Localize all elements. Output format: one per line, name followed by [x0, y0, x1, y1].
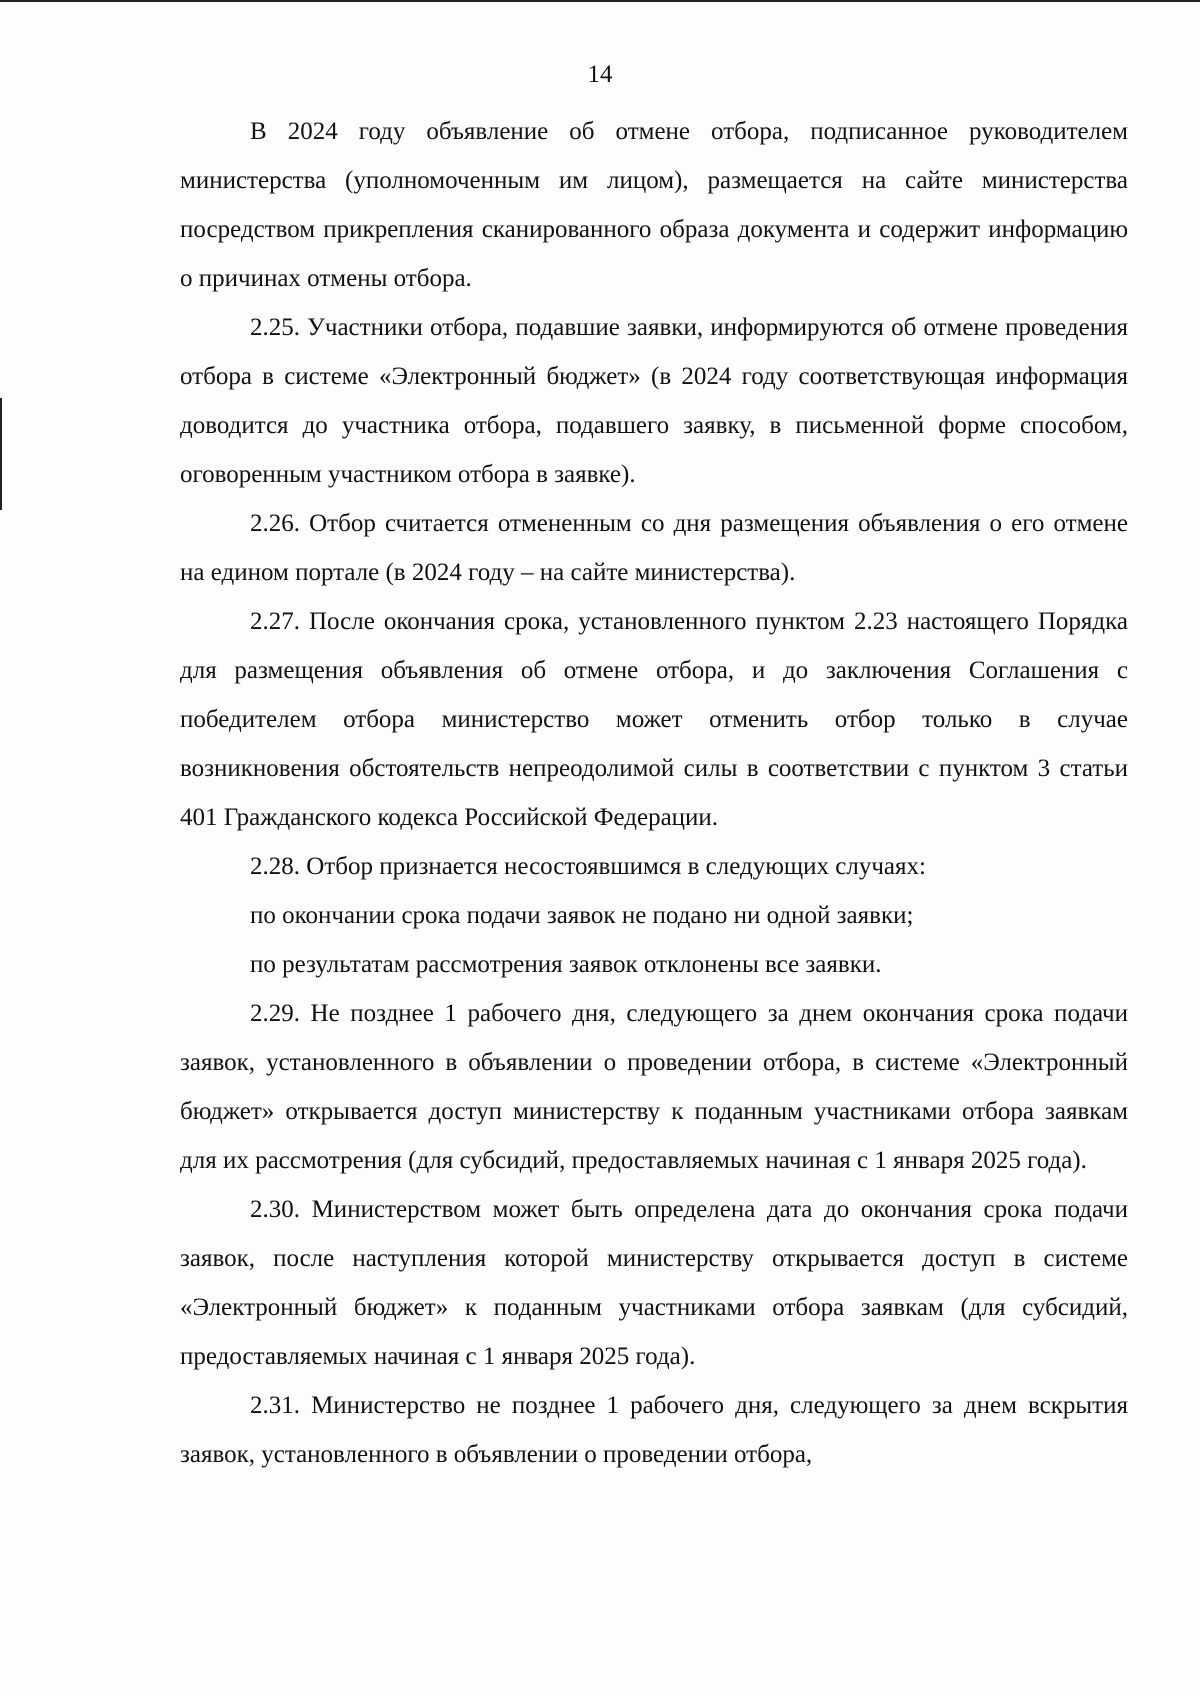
- scan-left-margin-mark: [0, 398, 2, 510]
- page-number: 14: [587, 61, 613, 88]
- paragraph-2-30: 2.30. Министерством может быть определена дата до окончания срока подачи заявок, после наступления которой министерству открывается доступ в системе «Электронный бюджет» к поданным участниками отбора заявкам (для субсидий, предоставляемых начиная с 1 января 2025 года).: [180, 1196, 1128, 1370]
- paragraph-2-26: 2.26. Отбор считается отмененным со дня размещения объявления о его отмене на едином портале (в 2024 году – на сайте министерства).: [180, 510, 1128, 586]
- document-body: [180, 107, 1128, 1479]
- paragraph-2-24-continuation: В 2024 году объявление об отмене отбора, подписанное руководителем министерства (уполномоченным им лицом), размещается на сайте министерства посредством прикрепления сканированного образа документа и содержит информацию о причинах отмены отбора.: [180, 118, 1128, 292]
- paragraph-2-25: 2.25. Участники отбора, подавшие заявки, информируются об отмене проведения отбора в системе «Электронный бюджет» (в 2024 году соответствующая информация доводится до участника отбора, подавшего заявку, в письменной форме способом, оговоренным участником отбора в заявке).: [180, 314, 1128, 488]
- paragraph-2-31: 2.31. Министерство не позднее 1 рабочего дня, следующего за днем вскрытия заявок, установленного в объявлении о проведении отбора,: [180, 1392, 1128, 1468]
- paragraph-2-28: 2.28. Отбор признается несостоявшимся в следующих случаях:: [250, 853, 926, 880]
- paragraph-2-29: 2.29. Не позднее 1 рабочего дня, следующего за днем окончания срока подачи заявок, установленного в объявлении о проведении отбора, в системе «Электронный бюджет» открывается доступ министерству к поданным участниками отбора заявкам для их рассмотрения (для субсидий, предоставляемых начиная с 1 января 2025 года).: [180, 1000, 1128, 1174]
- paragraph-2-28-case-1: по окончании срока подачи заявок не подано ни одной заявки;: [250, 902, 914, 929]
- paragraph-2-27: 2.27. После окончания срока, установленного пунктом 2.23 настоящего Порядка для размещения объявления об отмене отбора, и до заключения Соглашения с победителем отбора министерство может отменить отбор только в случае возникновения обстоятельств непреодолимой силы в соответствии с пунктом 3 статьи 401 Гражданского кодекса Российской Федерации.: [180, 608, 1128, 831]
- paragraph-2-28-case-2: по результатам рассмотрения заявок отклонены все заявки.: [250, 951, 882, 978]
- scan-top-edge: [0, 0, 1200, 2]
